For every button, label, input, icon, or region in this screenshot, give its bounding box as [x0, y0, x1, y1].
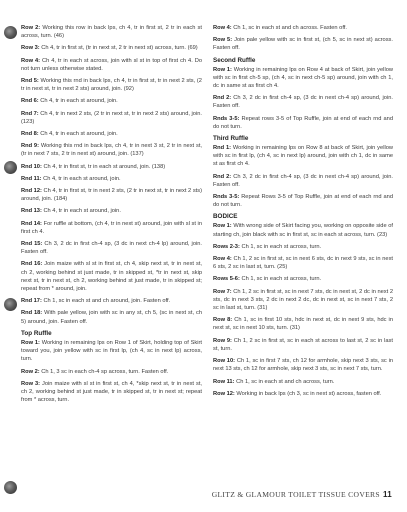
- row-label: Row 3:: [21, 45, 40, 52]
- instruction-text: Join maize with sl st in first st, ch 4, skip next st, tr in next st, ch 2, working behind st just made, tr in skipped st, *tr in next st, skip next st, tr in next st, ch 2, working behind st just made, tr in skipped st; repeat from * around, join.: [21, 261, 202, 293]
- row-label: Rnd 7:: [21, 110, 39, 117]
- row-label: Rnd 2:: [213, 95, 232, 102]
- row-label: Rnd 5:: [21, 78, 39, 85]
- instruction-paragraph: [21, 24, 202, 40]
- row-label: Row 8:: [213, 317, 233, 324]
- instruction-text: Ch 3, 2 dc in first ch-4 sp, (3 dc in next ch-4 sp) around, join. Fasten off.: [213, 95, 393, 110]
- instruction-text: Working this row in back lps, ch 4, tr in first st, 2 tr in each st across, turn. (46): [21, 25, 202, 40]
- instruction-text: Join pale yellow with sc in first st, (ch 5, sc in next st) across. Fasten off.: [213, 37, 393, 52]
- instruction-text: Ch 3, 2 dc in first ch-4 sp, (3 dc in next ch-4 lp) around, join. Fasten off.: [21, 241, 202, 256]
- instruction-paragraph: [213, 378, 393, 386]
- instruction-text: Ch 1, 2 sc in first st, sc in each st across to last st, 2 sc in last st, turn.: [213, 337, 393, 352]
- instruction-paragraph: [213, 275, 393, 283]
- instruction-text: Ch 1, 2 sc in first st, sc in next 6 sts, dc in next 9 sts, sc in next 6 sts, 2 sc in last st, turn. (25): [213, 256, 393, 271]
- row-label: Row 4:: [21, 57, 41, 64]
- instruction-text: Ch 3, 2 dc in first ch-4 sp, (3 dc in next ch-4 sp) around, join. Fasten off.: [213, 173, 393, 188]
- row-label: Rnd 2:: [213, 173, 232, 180]
- instruction-text: Working this rnd in back lps, ch 4, tr in next 3 st, 2 tr in next st, (tr in next 7 sts, 2 tr in next st) around, join. (137): [21, 143, 202, 158]
- row-label: Row 4:: [213, 256, 232, 263]
- instruction-paragraph: [213, 288, 393, 313]
- row-label: Rnd 8:: [21, 131, 39, 138]
- row-label: Rows 5-6:: [213, 276, 240, 283]
- instruction-paragraph: [21, 97, 202, 105]
- row-label: Row 1:: [213, 223, 232, 230]
- instruction-paragraph: [213, 316, 393, 332]
- instruction-text: Ch 1, sc in each st across, turn.: [241, 276, 322, 283]
- row-label: Row 1:: [213, 66, 232, 73]
- instruction-text: Ch 1, sc in each st and ch across, turn.: [236, 378, 335, 385]
- instruction-paragraph: [21, 187, 202, 203]
- row-label: Rnd 17:: [21, 298, 42, 305]
- instruction-text: Ch 1, sc in first 7 sts, ch 12 for armhole, skip next 3 sts, sc in next 13 sts, ch 12 for armhole, skip next 3 sts, sc in next 7 sts, turn.: [213, 358, 394, 373]
- instruction-paragraph: [213, 66, 393, 91]
- instruction-text: Ch 4, tr in each st across, join with sl st in top of first ch 4. Do not turn unless otherwise stated.: [21, 57, 202, 72]
- instruction-paragraph: [21, 368, 202, 376]
- instruction-paragraph: [21, 207, 202, 215]
- instruction-paragraph: [213, 222, 393, 238]
- instruction-text: Ch 4, tr in first st, tr in each st around, join. (138): [43, 163, 166, 170]
- binding-holes: [4, 0, 18, 512]
- instruction-text: Working in back lps (ch 3, sc in next st) across, fasten off.: [236, 390, 382, 397]
- instruction-text: Join maize with sl st in first st, ch 4, *skip next st, tr in next st, ch 2, working behind st just made, tr in skipped st, tr in next st; repeat from * across, turn.: [21, 380, 202, 404]
- instruction-paragraph: [21, 339, 202, 364]
- instruction-text: Working in remaining lps on Row 4 at back of Skirt, join yellow with sc in first ch-5 sp, (ch 4, sc in next ch-5 sp) around, join with ch 1, dc in same st as first ch 4.: [213, 66, 393, 90]
- instruction-paragraph: [21, 309, 202, 325]
- instruction-paragraph: [21, 110, 202, 126]
- row-label: Row 9:: [213, 337, 232, 344]
- page-number: 11: [382, 490, 392, 499]
- instruction-paragraph: [213, 144, 393, 169]
- instruction-paragraph: [213, 173, 393, 189]
- instruction-text: With pale yellow, join with sc in any st, ch 5, (sc in next st, ch 5) around, join. Fasten off.: [21, 310, 202, 325]
- row-label: Row 10:: [213, 358, 236, 365]
- row-label: Rnd 9:: [21, 143, 39, 150]
- instruction-paragraph: [21, 260, 202, 293]
- row-label: Row 12:: [213, 390, 235, 397]
- instruction-text: Working this rnd in back lps, ch 4, tr in first st, tr in next 2 sts, (2 tr in next st, tr in next 2 sts) around, join. (92): [21, 78, 202, 93]
- instruction-text: Ch 4, tr in next 2 sts, (2 tr in next st, tr in next 2 sts) around, join. (123): [21, 110, 202, 125]
- row-label: Rows 2-3:: [213, 243, 240, 250]
- row-label: Row 7:: [213, 288, 232, 295]
- instruction-text: Ch 4, tr in first st, (tr in next st, 2 tr in next st) across, turn. (69): [41, 45, 198, 52]
- instruction-text: Working in remaining lps on Row 1 of Skirt, holding top of Skirt toward you, join yellow with sc in first lp, (ch 4, sc in next lp) across, turn.: [21, 339, 202, 363]
- binding-hole: [4, 481, 17, 494]
- section-heading: Top Ruffle: [21, 329, 52, 337]
- row-label: Rnd 18:: [21, 310, 43, 317]
- instruction-paragraph: [213, 390, 393, 398]
- instruction-text: Repeat rows 3-5 of Top Ruffle, join at end of each rnd and do not turn.: [213, 115, 393, 130]
- page-footer: [212, 490, 392, 499]
- row-label: Rnd 11:: [21, 175, 42, 182]
- row-label: Rnd 14:: [21, 220, 42, 227]
- instruction-paragraph: [21, 240, 202, 256]
- row-label: Rnd 13:: [21, 208, 42, 215]
- section-heading: Second Ruffle: [213, 56, 256, 64]
- row-label: Row 11:: [213, 378, 235, 385]
- instruction-paragraph: [21, 175, 202, 183]
- instruction-paragraph: [213, 255, 393, 271]
- row-label: Row 5:: [213, 37, 233, 44]
- instruction-text: Working in remaining lps on Row 8 at back of Skirt, join yellow with sc in first lp, (ch 4, sc in next lp) around, join with ch 1, dc in same st as first ch 4.: [213, 145, 393, 168]
- left-column: [21, 24, 202, 408]
- section-heading: BODICE: [213, 213, 238, 221]
- instruction-text: Ch 4, tr in each st around, join.: [40, 98, 118, 105]
- binding-hole: [4, 298, 17, 311]
- instruction-paragraph: [213, 337, 393, 353]
- row-label: Rnd 6:: [21, 98, 39, 105]
- row-label: Rnds 3-5:: [213, 194, 240, 201]
- instruction-paragraph: [21, 130, 202, 138]
- instruction-text: With wrong side of Skirt facing you, working on opposite side of starting ch, join black with sc in first st, sc in each st across, turn. (23): [213, 223, 393, 238]
- instruction-paragraph: [21, 77, 202, 93]
- instruction-text: Ch 1, 3 sc in each ch-4 sp across, turn. Fasten off.: [41, 368, 169, 375]
- instruction-text: Ch 4, tr in first st, tr in next 2 sts, (2 tr in next st, tr in next 2 sts) around, join. (184): [21, 188, 202, 203]
- section-heading: Third Ruffle: [213, 135, 249, 143]
- instruction-paragraph: [213, 94, 393, 110]
- row-label: Row 4:: [213, 25, 232, 31]
- instruction-paragraph: [21, 297, 202, 305]
- instruction-text: Ch 1, 2 sc in first st, sc in next 7 sts, dc in next st, 2 dc in next 2 sts, dc in next 3 sts, 2 dc in next 2 dc, dc in next st, sc in next 7 sts, 2 sc in last st, turn. (31): [213, 288, 393, 312]
- row-label: Rnd 1:: [213, 145, 232, 152]
- row-label: Rnd 12:: [21, 188, 42, 195]
- row-label: Row 1:: [21, 339, 40, 346]
- row-label: Rnd 16:: [21, 261, 43, 268]
- instruction-text: Ch 1, sc in each st across, turn.: [241, 243, 322, 250]
- instruction-paragraph: [213, 243, 393, 251]
- instruction-text: Ch 4, tr in each st around, join.: [40, 131, 118, 138]
- right-column: [213, 24, 393, 402]
- instruction-paragraph: [213, 193, 393, 209]
- binding-hole: [4, 161, 17, 174]
- instruction-paragraph: [213, 24, 393, 32]
- instruction-text: Ch 4, tr in each st around, join.: [43, 208, 121, 215]
- instruction-text: For ruffle at bottom, (ch 4, tr in next st) around, join with sl st in first ch 4.: [21, 220, 202, 235]
- instruction-paragraph: [21, 163, 202, 171]
- row-label: Rnd 10:: [21, 163, 42, 170]
- instruction-text: Ch 1, sc in first 10 sts, hdc in next st, dc in next 9 sts, hdc in next st, sc in next 10 sts, turn. (31): [213, 317, 393, 332]
- instruction-text: Repeat Rows 3-5 of Top Ruffle, join at end of each rnd and do not turn.: [213, 194, 393, 209]
- row-label: Rnd 15:: [21, 241, 43, 248]
- row-label: Row 3:: [21, 380, 41, 387]
- instruction-paragraph: [21, 142, 202, 158]
- instruction-text: Ch 1, sc in each st and ch across. Fasten off.: [233, 25, 347, 31]
- row-label: Row 2:: [21, 25, 41, 31]
- binding-hole: [4, 26, 17, 39]
- instruction-paragraph: [21, 57, 202, 73]
- row-label: Row 2:: [21, 368, 40, 375]
- footer-title: GLITZ & GLAMOUR TOILET TISSUE COVERS: [211, 490, 380, 499]
- instruction-text: Ch 1, sc in each st and ch around, join. Fasten off.: [43, 298, 171, 305]
- instruction-text: Ch 4, tr in each st around, join.: [43, 175, 121, 182]
- row-label: Rnds 3-5:: [213, 115, 240, 122]
- instruction-paragraph: [21, 220, 202, 236]
- instruction-paragraph: [213, 357, 393, 373]
- instruction-paragraph: [213, 115, 393, 131]
- instruction-paragraph: [21, 380, 202, 405]
- instruction-paragraph: [213, 36, 393, 52]
- instruction-paragraph: [21, 44, 202, 52]
